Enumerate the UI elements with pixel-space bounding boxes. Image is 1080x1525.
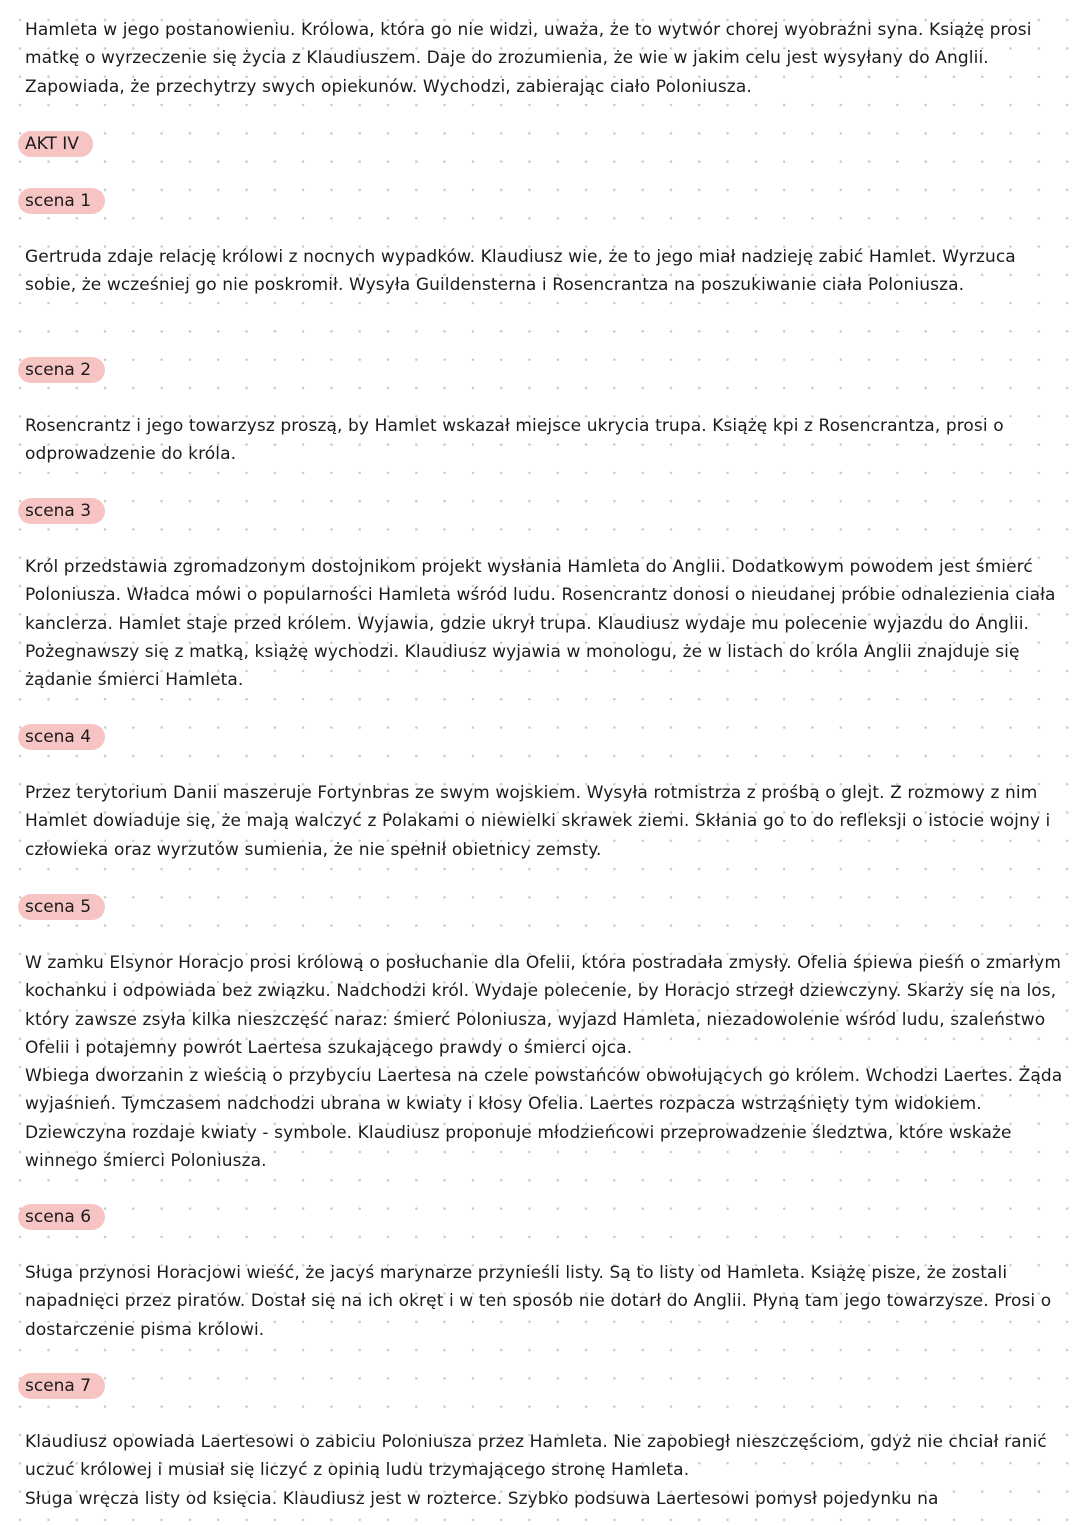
scene-5-summary-continued: Wbiega dworzanin z wieścią o przybyciu Laertesa na czele powstańców obwołujących go królem. Wchodzi Laertes. Żąda wyjaśnień. Tymczasem nadchodzi ubrana w kwiaty i kłosy Ofelia. Laertes rozpacza wstrząśnięty tym widokiem. Dziewczyna rozdaje kwiaty - symbole. Klaudiusz proponuje młodzieńcowi przeprowadzenie śledztwa, które wskaże winnego śmierci Poloniusza. <box>25 1066 1063 1171</box>
scene-6-heading: scena 6 <box>18 1204 105 1230</box>
scene-1-heading: scena 1 <box>18 188 105 214</box>
scene-3-summary: Król przedstawia zgromadzonym dostojnikom projekt wysłania Hamleta do Anglii. Dodatkowym powodem jest śmierć Poloniusza. Władca mówi o popularności Hamleta wśród ludu. Rosencrantz donosi o nieudanej próbie odnalezienia ciała kanclerza. Hamlet staje przed królem. Wyjawia, gdzie ukrył trupa. Klaudiusz wydaje mu polecenie wyjazdu do Anglii. Pożegnawszy się z matką, książę wychodzi. Klaudiusz wyjawia w monologu, że w listach do króla Anglii znajduje się żądanie śmierci Hamleta. <box>25 557 1056 691</box>
scene-1-summary: Gertruda zdaje relację królowi z nocnych wypadków. Klaudiusz wie, że to jego miał nadzieję zabić Hamlet. Wyrzuca sobie, że wcześniej go nie poskromił. Wysyła Guildensterna i Rosencrantza na poszukiwanie ciała Poloniusza. <box>25 247 1016 296</box>
scene-7-summary-continued: Sługa wręcza listy od księcia. Klaudiusz jest w rozterce. Szybko podsuwa Laertesowi pomysł pojedynku na <box>25 1489 939 1509</box>
scene-5-summary: W zamku Elsynor Horacjo prosi królową o posłuchanie dla Ofelii, która postradała zmysły. Ofelia śpiewa pieśń o zmarłym kochanku i odpowiada bez związku. Nadchodzi król. Wydaje polecenie, by Horacjo strzegł dziewczyny. Skarży się na los, który zawsze zsyła kilka nieszczęść naraz: śmierć Poloniusza, wyjazd Hamleta, niezadowolenie wśród ludu, szaleństwo Ofelii i potajemny powrót Laertesa szukającego prawdy o śmierci ojca. <box>25 953 1062 1058</box>
intro-paragraph: Hamleta w jego postanowieniu. Królowa, która go nie widzi, uważa, że to wytwór chorej wyobraźni syna. Książę prosi matkę o wyrzeczenie się życia z Klaudiuszem. Daje do zrozumienia, że wie w jakim celu jest wysyłany do Anglii. Zapowiada, że przechytrzy swych opiekunów. Wychodzi, zabierając ciało Poloniusza. <box>25 20 1032 97</box>
scene-7-summary: Klaudiusz opowiada Laertesowi o zabiciu Poloniusza przez Hamleta. Nie zapobiegł nieszczęściom, gdyż nie chciał ranić uczuć królowej i musiał się liczyć z opinią ludu trzymającego stronę Hamleta. <box>25 1432 1047 1481</box>
scene-2-heading: scena 2 <box>18 357 105 383</box>
scene-4-heading: scena 4 <box>18 724 105 750</box>
scene-6-summary: Sługa przynosi Horacjowi wieść, że jacyś marynarze przynieśli listy. Są to listy od Hamleta. Książę pisze, że zostali napadnięci przez piratów. Dostał się na ich okręt i w ten sposób nie dotarł do Anglii. Płyną tam jego towarzysze. Prosi o dostarczenie pisma królowi. <box>25 1263 1052 1340</box>
scene-2-summary: Rosencrantz i jego towarzysz proszą, by Hamlet wskazał miejsce ukrycia trupa. Książę kpi z Rosencrantza, prosi o odprowadzenie do króla. <box>25 416 1004 465</box>
scene-3-heading: scena 3 <box>18 498 105 524</box>
scene-7-heading: scena 7 <box>18 1373 105 1399</box>
scene-4-summary: Przez terytorium Danii maszeruje Fortynbras ze swym wojskiem. Wysyła rotmistrza z prośbą o glejt. Z rozmowy z nim Hamlet dowiaduje się, że mają walczyć z Polakami o niewielki skrawek ziemi. Skłania go to do refleksji o istocie wojny i człowieka oraz wyrzutów sumienia, że nie spełnił obietnicy zemsty. <box>25 783 1051 860</box>
scene-5-heading: scena 5 <box>18 894 105 920</box>
act-heading: AKT IV <box>18 131 93 157</box>
